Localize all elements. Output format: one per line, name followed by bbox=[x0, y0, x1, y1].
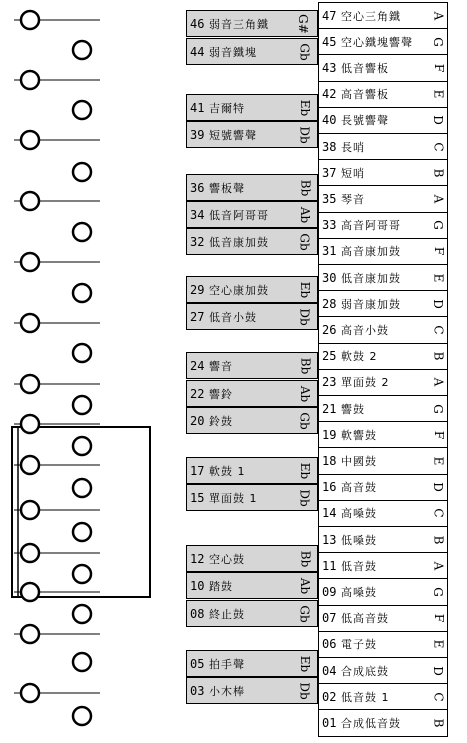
black-key-03 bbox=[186, 677, 318, 704]
note-name: Db bbox=[297, 488, 312, 507]
note-name: C bbox=[431, 508, 446, 518]
note-name: B bbox=[431, 535, 446, 545]
instrument-name: 低音小鼓 bbox=[209, 310, 257, 324]
instrument-name: 軟鼓 1 bbox=[209, 464, 246, 478]
note-name: Gb bbox=[297, 604, 312, 623]
white-key-35 bbox=[318, 185, 448, 212]
white-key-33 bbox=[318, 212, 448, 239]
black-key-36 bbox=[186, 174, 318, 201]
key-number: 39 bbox=[190, 127, 205, 142]
instrument-name: 單面鼓 2 bbox=[341, 376, 390, 390]
note-head bbox=[21, 456, 39, 474]
key-number: 36 bbox=[190, 180, 205, 195]
note-head bbox=[21, 501, 39, 519]
key-number: 01 bbox=[322, 715, 337, 730]
instrument-name: 弱音康加鼓 bbox=[341, 297, 401, 311]
key-number: 27 bbox=[190, 309, 205, 324]
key-number: 04 bbox=[322, 663, 337, 678]
instrument-name: 低音阿哥哥 bbox=[209, 208, 269, 222]
note-name: A bbox=[431, 561, 446, 571]
key-number: 12 bbox=[190, 551, 205, 566]
instrument-name: 弱音鐵塊 bbox=[209, 45, 257, 59]
note-name: Gb bbox=[297, 232, 312, 251]
note-name: Bb bbox=[297, 179, 312, 196]
instrument-name: 高嗓鼓 bbox=[341, 507, 377, 521]
note-name: E bbox=[431, 273, 446, 282]
white-key-14 bbox=[318, 500, 448, 527]
white-key-04 bbox=[318, 657, 448, 684]
white-key-02 bbox=[318, 683, 448, 710]
instrument-name: 高音康加鼓 bbox=[341, 245, 401, 259]
key-number: 45 bbox=[322, 34, 337, 49]
note-head bbox=[73, 523, 91, 541]
note-head bbox=[73, 223, 91, 241]
note-name: Ab bbox=[297, 577, 312, 594]
black-key-12 bbox=[186, 545, 318, 572]
key-number: 30 bbox=[322, 270, 337, 285]
note-head bbox=[21, 11, 39, 29]
instrument-name: 弱音三角鐵 bbox=[209, 17, 269, 31]
instrument-name: 長號響聲 bbox=[341, 114, 389, 128]
key-number: 46 bbox=[190, 16, 205, 31]
note-name: E bbox=[431, 640, 446, 649]
note-head bbox=[73, 437, 91, 455]
instrument-name: 高嗓鼓 bbox=[341, 585, 377, 599]
white-key-01 bbox=[318, 709, 448, 736]
note-head bbox=[73, 41, 91, 59]
instrument-name: 短哨 bbox=[341, 166, 365, 180]
note-name: G bbox=[431, 36, 446, 47]
key-number: 20 bbox=[190, 413, 205, 428]
white-key-31 bbox=[318, 238, 448, 265]
white-key-06 bbox=[318, 631, 448, 658]
key-number: 13 bbox=[322, 532, 337, 547]
note-name: Gb bbox=[297, 411, 312, 430]
white-key-30 bbox=[318, 264, 448, 291]
instrument-name: 終止鼓 bbox=[209, 607, 245, 621]
note-name: Db bbox=[297, 307, 312, 326]
note-head bbox=[21, 253, 39, 271]
instrument-name: 單面鼓 1 bbox=[209, 491, 258, 505]
instrument-name: 低音康加鼓 bbox=[341, 271, 401, 285]
instrument-name: 踏鼓 bbox=[209, 579, 233, 593]
note-head bbox=[21, 71, 39, 89]
note-name: Db bbox=[297, 681, 312, 700]
instrument-name: 響音 bbox=[209, 359, 233, 373]
note-name: Bb bbox=[297, 357, 312, 374]
instrument-name: 高音小鼓 bbox=[341, 323, 389, 337]
note-name: B bbox=[431, 718, 446, 728]
white-key-40 bbox=[318, 107, 448, 134]
instrument-name: 空心三角鐵 bbox=[341, 9, 401, 23]
note-name: Eb bbox=[297, 462, 312, 479]
key-number: 44 bbox=[190, 44, 205, 59]
note-head bbox=[73, 707, 91, 725]
note-name: D bbox=[431, 482, 446, 492]
black-key-46 bbox=[186, 10, 318, 37]
key-number: 32 bbox=[190, 234, 205, 249]
black-key-22 bbox=[186, 380, 318, 407]
note-name: C bbox=[431, 692, 446, 702]
note-name: F bbox=[431, 614, 446, 623]
key-number: 33 bbox=[322, 218, 337, 233]
instrument-name: 高音響板 bbox=[341, 88, 389, 102]
note-head bbox=[73, 163, 91, 181]
instrument-name: 響鼓 bbox=[341, 402, 365, 416]
instrument-name: 響鈴 bbox=[209, 387, 233, 401]
note-name: Db bbox=[297, 125, 312, 144]
note-head bbox=[21, 544, 39, 562]
white-key-38 bbox=[318, 133, 448, 160]
key-number: 21 bbox=[322, 401, 337, 416]
instrument-name: 小木棒 bbox=[209, 684, 245, 698]
instrument-name: 低音康加鼓 bbox=[209, 235, 269, 249]
instrument-name: 高音阿哥哥 bbox=[341, 219, 401, 233]
note-name: A bbox=[431, 11, 446, 20]
note-name: D bbox=[431, 115, 446, 126]
black-key-27 bbox=[186, 303, 318, 330]
white-key-26 bbox=[318, 316, 448, 343]
instrument-name: 低音鼓 bbox=[341, 559, 377, 573]
key-number: 05 bbox=[190, 656, 205, 671]
instrument-name: 合成底鼓 bbox=[341, 664, 389, 678]
key-number: 40 bbox=[322, 113, 337, 128]
note-head bbox=[21, 684, 39, 702]
instrument-name: 低嗓鼓 bbox=[341, 533, 377, 547]
note-name: Bb bbox=[297, 550, 312, 567]
key-number: 47 bbox=[322, 8, 337, 23]
instrument-name: 低高音鼓 bbox=[341, 612, 389, 626]
white-key-42 bbox=[318, 81, 448, 108]
key-number: 09 bbox=[322, 584, 337, 599]
white-key-13 bbox=[318, 526, 448, 553]
key-number: 03 bbox=[190, 683, 205, 698]
note-name: Ab bbox=[297, 206, 312, 223]
key-number: 02 bbox=[322, 689, 337, 704]
key-number: 37 bbox=[322, 165, 337, 180]
note-name: Eb bbox=[297, 281, 312, 298]
instrument-name: 高音鼓 bbox=[341, 481, 377, 495]
instrument-name: 鈴鼓 bbox=[209, 414, 233, 428]
key-number: 06 bbox=[322, 637, 337, 652]
instrument-name: 低音響板 bbox=[341, 61, 389, 75]
note-head bbox=[21, 625, 39, 643]
key-number: 23 bbox=[322, 375, 337, 390]
note-head bbox=[73, 653, 91, 671]
note-name: D bbox=[431, 665, 446, 676]
note-name: F bbox=[431, 430, 446, 439]
black-key-41 bbox=[186, 94, 318, 121]
white-key-19 bbox=[318, 421, 448, 448]
key-number: 07 bbox=[322, 611, 337, 626]
key-number: 34 bbox=[190, 207, 205, 222]
black-key-17 bbox=[186, 457, 318, 484]
key-number: 19 bbox=[322, 427, 337, 442]
key-number: 22 bbox=[190, 386, 205, 401]
note-name: G bbox=[431, 587, 446, 597]
white-key-37 bbox=[318, 159, 448, 186]
black-key-32 bbox=[186, 228, 318, 255]
black-key-15 bbox=[186, 484, 318, 511]
instrument-name: 低音鼓 1 bbox=[341, 690, 390, 704]
note-name: A bbox=[431, 194, 446, 204]
note-name: E bbox=[431, 456, 446, 466]
instrument-name: 長哨 bbox=[341, 140, 365, 154]
note-name: D bbox=[431, 298, 446, 309]
instrument-name: 空心鼓 bbox=[209, 552, 245, 566]
white-key-47 bbox=[318, 2, 448, 29]
note-name: A bbox=[431, 378, 446, 387]
note-name: Ab bbox=[297, 385, 312, 402]
black-key-05 bbox=[186, 650, 318, 677]
key-number: 38 bbox=[322, 139, 337, 154]
key-number: 25 bbox=[322, 349, 337, 364]
key-number: 24 bbox=[190, 358, 205, 373]
white-key-09 bbox=[318, 578, 448, 605]
note-head bbox=[73, 396, 91, 414]
key-number: 43 bbox=[322, 60, 337, 75]
key-number: 15 bbox=[190, 490, 205, 505]
note-name: Eb bbox=[297, 655, 312, 672]
staff-notation bbox=[0, 0, 180, 743]
note-head bbox=[73, 101, 91, 119]
instrument-name: 空心鐵塊響聲 bbox=[341, 35, 413, 49]
black-key-44 bbox=[186, 38, 318, 65]
note-head bbox=[21, 415, 39, 433]
instrument-name: 電子鼓 bbox=[341, 638, 377, 652]
instrument-name: 拍手聲 bbox=[209, 657, 245, 671]
note-name: C bbox=[431, 142, 446, 152]
key-number: 35 bbox=[322, 191, 337, 206]
key-number: 18 bbox=[322, 453, 337, 468]
note-name: B bbox=[431, 351, 446, 361]
note-name: G bbox=[431, 403, 446, 414]
key-number: 10 bbox=[190, 578, 205, 593]
note-head bbox=[73, 284, 91, 302]
black-key-10 bbox=[186, 572, 318, 599]
key-number: 28 bbox=[322, 296, 337, 311]
note-name: F bbox=[431, 247, 446, 256]
note-name: E bbox=[431, 89, 446, 99]
black-key-39 bbox=[186, 121, 318, 148]
key-number: 29 bbox=[190, 282, 205, 297]
white-key-11 bbox=[318, 552, 448, 579]
note-name: B bbox=[431, 168, 446, 178]
note-head bbox=[21, 375, 39, 393]
note-head bbox=[73, 344, 91, 362]
note-head bbox=[21, 192, 39, 210]
note-name: G# bbox=[296, 13, 311, 34]
instrument-name: 吉爾特 bbox=[209, 101, 245, 115]
key-number: 17 bbox=[190, 463, 205, 478]
instrument-name: 響板聲 bbox=[209, 181, 245, 195]
note-name: Eb bbox=[297, 99, 312, 116]
key-number: 42 bbox=[322, 87, 337, 102]
white-key-28 bbox=[318, 290, 448, 317]
instrument-name: 空心康加鼓 bbox=[209, 283, 269, 297]
key-number: 11 bbox=[322, 558, 337, 573]
white-key-43 bbox=[318, 54, 448, 81]
instrument-name: 中國鼓 bbox=[341, 454, 377, 468]
white-key-23 bbox=[318, 369, 448, 396]
key-number: 41 bbox=[190, 100, 205, 115]
white-key-21 bbox=[318, 395, 448, 422]
note-name: F bbox=[431, 63, 446, 73]
note-head bbox=[73, 605, 91, 623]
instrument-name: 軟鼓 2 bbox=[341, 350, 378, 364]
black-key-08 bbox=[186, 600, 318, 627]
note-head bbox=[21, 583, 39, 601]
note-head bbox=[73, 565, 91, 583]
black-key-34 bbox=[186, 201, 318, 228]
black-key-20 bbox=[186, 407, 318, 434]
note-name: G bbox=[431, 220, 446, 230]
note-head bbox=[73, 479, 91, 497]
key-number: 08 bbox=[190, 606, 205, 621]
black-key-24 bbox=[186, 352, 318, 379]
instrument-name: 短號響聲 bbox=[209, 128, 257, 142]
white-key-18 bbox=[318, 447, 448, 474]
white-key-25 bbox=[318, 343, 448, 370]
key-number: 31 bbox=[322, 244, 337, 259]
note-name: C bbox=[431, 325, 446, 335]
white-key-07 bbox=[318, 605, 448, 632]
black-key-29 bbox=[186, 276, 318, 303]
note-name: Gb bbox=[297, 42, 312, 61]
key-number: 14 bbox=[322, 506, 337, 521]
white-key-16 bbox=[318, 474, 448, 501]
instrument-name: 琴音 bbox=[341, 192, 365, 206]
note-head bbox=[21, 131, 39, 149]
instrument-name: 合成低音鼓 bbox=[341, 716, 401, 730]
instrument-name: 軟響鼓 bbox=[341, 428, 377, 442]
key-number: 26 bbox=[322, 322, 337, 337]
white-key-45 bbox=[318, 28, 448, 55]
note-head bbox=[21, 314, 39, 332]
key-number: 16 bbox=[322, 480, 337, 495]
